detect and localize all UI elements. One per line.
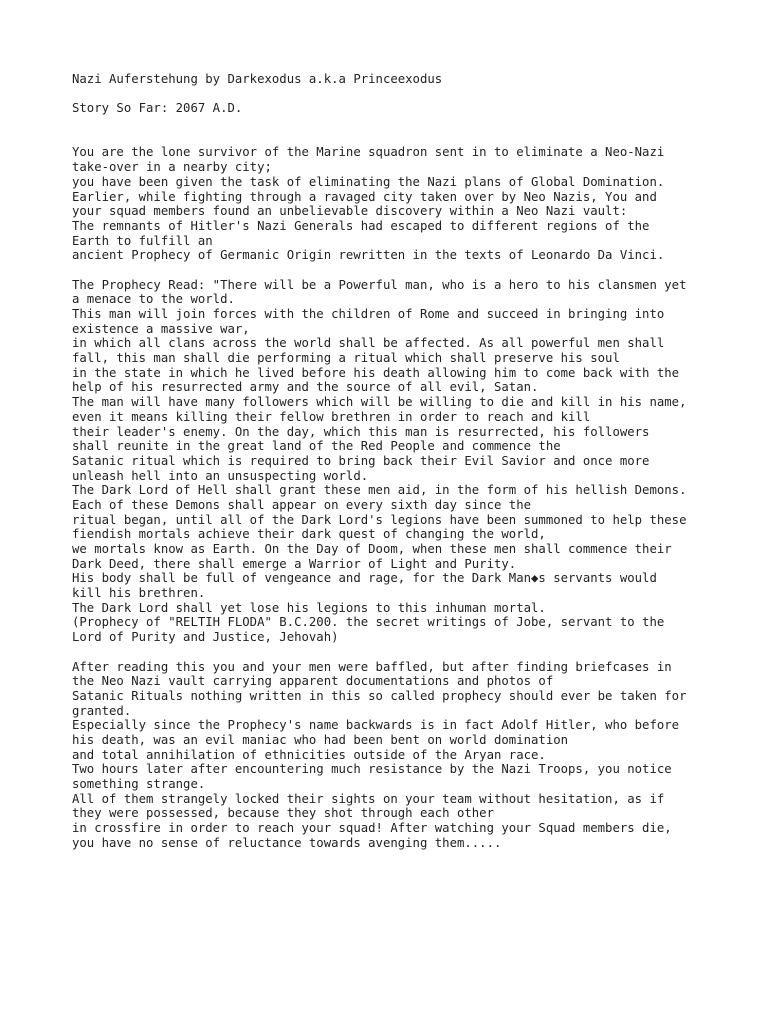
text-line: Satanic Rituals nothing written in this so called prophecy should ever be taken for — [72, 688, 687, 703]
text-line: The Prophecy Read: "There will be a Powerful man, who is a hero to his clansmen yet — [72, 277, 687, 292]
text-line: their leader's enemy. On the day, which this man is resurrected, his followers — [72, 424, 650, 439]
text-line: the Neo Nazi vault carrying apparent documentations and photos of — [72, 674, 554, 689]
text-line: a menace to the world. — [72, 292, 235, 307]
document-page — [72, 72, 712, 850]
text-line: The man will have many followers which will be willing to die and kill in his name, — [72, 395, 687, 410]
text-line: in the state in which he lived before his death allowing him to come back with the — [72, 365, 680, 380]
text-line: You are the lone survivor of the Marine squadron sent in to eliminate a Neo-Nazi — [72, 145, 665, 160]
text-line: you have been given the task of eliminating the Nazi plans of Global Domination. — [72, 174, 665, 189]
text-line: Earlier, while fighting through a ravaged city taken over by Neo Nazis, You and — [72, 189, 657, 204]
text-line: Each of these Demons shall appear on every sixth day since the — [72, 497, 532, 512]
text-line: (Prophecy of "RELTIH FLODA" B.C.200. the secret writings of Jobe, servant to the — [72, 615, 665, 630]
text-line: ancient Prophecy of Germanic Origin rewritten in the texts of Leonardo Da Vinci. — [72, 248, 665, 263]
story-so-far: Story So Far: 2067 A.D. — [72, 101, 243, 116]
document-title: Nazi Auferstehung by Darkexodus a.k.a Princeexodus — [72, 72, 443, 86]
text-line: unleash hell into an unsuspecting world. — [72, 468, 369, 483]
text-line: All of them strangely locked their sights on your team without hesitation, as if — [72, 791, 665, 806]
text-line: The Dark Lord of Hell shall grant these men aid, in the form of his hellish Demons. — [72, 483, 687, 498]
text-line: help of his resurrected army and the source of all evil, Satan. — [72, 380, 539, 395]
text-line: Dark Deed, there shall emerge a Warrior of Light and Purity. — [72, 556, 517, 571]
text-line: you have no sense of reluctance towards avenging them..... — [72, 835, 502, 850]
spacer — [72, 116, 712, 145]
text-line: in which all clans across the world shall be affected. As all powerful men shall — [72, 336, 665, 351]
text-line: even it means killing their fellow brethren in order to reach and kill — [72, 409, 591, 424]
text-line: and total annihilation of ethnicities outside of the Aryan race. — [72, 747, 546, 762]
text-line: we mortals know as Earth. On the Day of Doom, when these men shall commence their — [72, 542, 672, 557]
text-line: The Dark Lord shall yet lose his legions to this inhuman mortal. — [72, 600, 546, 615]
text-line: take-over in a nearby city; — [72, 160, 272, 175]
text-line: your squad members found an unbelievable discovery within a Neo Nazi vault: — [72, 204, 628, 219]
paragraph-intro — [72, 145, 712, 263]
text-line: Especially since the Prophecy's name backwards is in fact Adolf Hitler, who before — [72, 718, 680, 733]
spacer — [72, 645, 712, 660]
text-line: kill his brethren. — [72, 586, 206, 601]
text-line: Earth to fulfill an — [72, 233, 213, 248]
text-line: The remnants of Hitler's Nazi Generals had escaped to different regions of the — [72, 218, 650, 233]
text-line: His body shall be full of vengeance and rage, for the Dark Man◆s servants would — [72, 571, 657, 586]
text-line: existence a massive war, — [72, 321, 250, 336]
text-line: This man will join forces with the children of Rome and succeed in bringing into — [72, 307, 665, 322]
text-line: fall, this man shall die performing a ritual which shall preserve his soul — [72, 351, 620, 366]
text-line: fiendish mortals achieve their dark quest of changing the world, — [72, 527, 546, 542]
paragraph-aftermath — [72, 660, 712, 851]
text-line: something strange. — [72, 777, 206, 792]
text-line: shall reunite in the great land of the Red People and commence the — [72, 439, 561, 454]
spacer — [72, 263, 712, 278]
text-line: Two hours later after encountering much resistance by the Nazi Troops, you notice — [72, 762, 672, 777]
text-line: After reading this you and your men were baffled, but after finding briefcases in — [72, 659, 672, 674]
text-line: in crossfire in order to reach your squad! After watching your Squad members die, — [72, 821, 672, 836]
spacer — [72, 87, 712, 102]
text-line: Satanic ritual which is required to bring back their Evil Savior and once more — [72, 453, 650, 468]
text-line: granted. — [72, 703, 132, 718]
text-line: ritual began, until all of the Dark Lord's legions have been summoned to help these — [72, 512, 687, 527]
text-line: his death, was an evil maniac who had been bent on world domination — [72, 732, 569, 747]
text-line: Lord of Purity and Justice, Jehovah) — [72, 630, 339, 645]
text-line: they were possessed, because they shot through each other — [72, 806, 494, 821]
paragraph-prophecy — [72, 278, 712, 645]
